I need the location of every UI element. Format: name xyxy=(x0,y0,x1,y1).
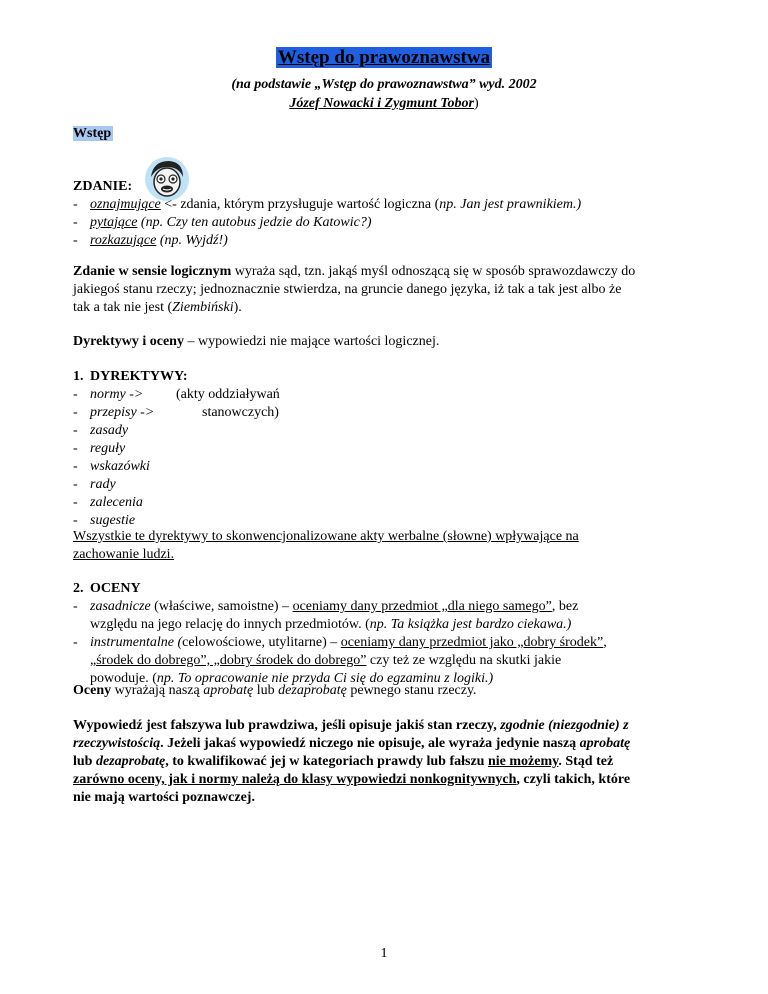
list-item: - instrumentalne (celowościowe, utylitarne) – oceniamy dany przedmiot jako „dobry środek”, „środek do dobrego”, „dobry środek do dobrego” czy też ze względu na skutki jakie powoduje. (np. To opracowanie nie przyda Ci się do egzaminu z logiki.) xyxy=(73,635,607,686)
zdanie-block xyxy=(73,178,581,250)
list-item: - rozkazujące (np. Wyjdź!) xyxy=(73,233,228,248)
dyrektywy-list: 1. DYREKTYWY: - normy -> - przepisy -> - zasady - reguły - wskazówki - rady - zalecenia - sugestie xyxy=(73,369,188,528)
oceny-heading: OCENY xyxy=(90,581,141,596)
list-item: - reguły xyxy=(73,441,126,456)
list-item: - rady xyxy=(73,477,116,492)
zdanie-heading: ZDANIE: xyxy=(73,179,133,194)
final-paragraph: Wypowiedź jest fałszywa lub prawdziwa, jeśli opisuje jakiś stan rzeczy, zgodnie (niezgodnie) z rzeczywistością. Jeżeli jakaś wypowiedź niczego nie opisuje, ale wyraża jedynie naszą aprobatę lub dezaprobatę, to kwalifikować jej w kategoriach prawdy lub fałszu nie możemy. Stąd też zarówno oceny, jak i normy należą do klasy wypowiedzi nonkognitywnych, czyli takich, które nie mają wartości poznawczej. xyxy=(73,718,631,805)
page-subtitle: (na podstawie „Wstęp do prawoznawstwa” wyd. 2002 Józef Nowacki i Zygmunt Tobor) xyxy=(231,77,537,111)
list-item: - zalecenia xyxy=(73,495,143,510)
page-number: 1 xyxy=(380,946,388,961)
logic-paragraph: Zdanie w sensie logicznym wyraża sąd, tzn. jakąś myśl odnoszącą się w sposób sprawozdawczy do jakiegoś stanu rzeczy; jednoznacznie stwierdza, na gruncie danego języka, iż tak a tak jest albo że tak a tak nie jest (Ziembiński). xyxy=(73,264,636,315)
page-title: Wstęp do prawoznawstwa xyxy=(277,47,491,68)
list-item: - sugestie xyxy=(73,513,136,528)
dyrektywy-intro: Dyrektywy i oceny – wypowiedzi nie mające wartości logicznej. xyxy=(73,334,440,349)
wszystkie-paragraph: Wszystkie te dyrektywy to skonwencjonalizowane akty werbalne (słowne) wpływające na zachowanie ludzi. xyxy=(73,529,579,562)
oceny-list: 2. OCENY - zasadnicze (właściwe, samoistne) – oceniamy dany przedmiot „dla niego samego”, bez względu na jego relację do innych przedmiotów. (np. Ta książka jest bardzo ciekawa.) - instrumentalne (celowościowe, utylitarne) – oceniamy dany przedmiot jako „dobry środek”, „środek do dobrego”, „dobry środek do dobrego” czy też ze względu na skutki jakie powoduje. (np. To opracowanie nie przyda Ci się do egzaminu z logiki.) xyxy=(73,580,698,688)
oceny-paragraph: Oceny wyrażają naszą aprobatę lub dezaprobatę pewnego stanu rzeczy. xyxy=(73,683,477,698)
list-item: - pytające (np. Czy ten autobus jedzie do Katowic?) xyxy=(73,215,372,230)
list-item: - normy -> xyxy=(73,387,144,402)
list-item: - wskazówki xyxy=(73,459,150,474)
dyrektywy-heading: DYREKTYWY: xyxy=(90,369,188,384)
bracket-note: (akty oddziaływań stanowczych) xyxy=(176,387,280,420)
list-item: - zasadnicze (właściwe, samoistne) – oceniamy dany przedmiot „dla niego samego”, bez względu na jego relację do innych przedmiotów. (np. Ta książka jest bardzo ciekawa.) xyxy=(73,599,579,632)
list-item: - oznajmujące <- zdania, którym przysługuje wartość logiczna (np. Jan jest prawnikiem.) xyxy=(73,197,582,212)
section-heading: Wstęp xyxy=(73,126,112,141)
list-item: - zasady xyxy=(73,423,129,438)
list-item: - przepisy -> xyxy=(73,405,155,420)
